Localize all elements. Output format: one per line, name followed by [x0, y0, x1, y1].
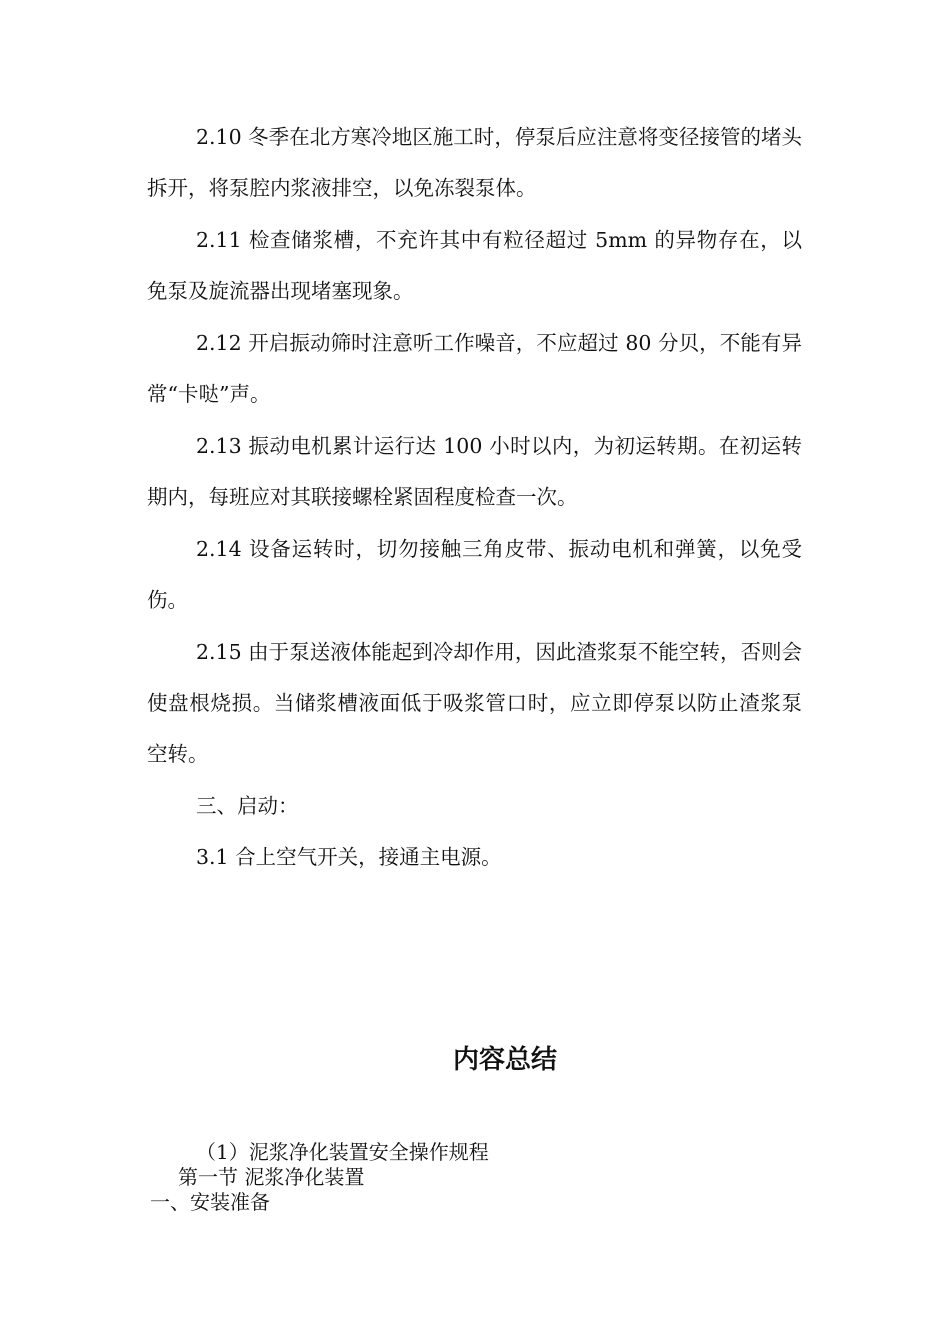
- section-heading-startup: 三、启动：: [196, 794, 299, 818]
- summary-line-section: 第一节 泥浆净化装置: [178, 1165, 365, 1189]
- summary-title: 内容总结: [452, 1045, 557, 1075]
- paragraph-2-12: 2.12 开启振动筛时注意听工作噪音，不应超过 80 分贝，不能有异常“卡哒”声。: [147, 331, 802, 406]
- paragraph-2-14: 2.14 设备运转时，切勿接触三角皮带、振动电机和弹簧，以免受伤。: [147, 537, 802, 612]
- paragraph-2-10: 2.10 冬季在北方寒冷地区施工时，停泵后应注意将变径接管的堵头拆开，将泵腔内浆液排空，以免冻裂泵体。: [147, 125, 802, 200]
- paragraph-2-13: 2.13 振动电机累计运行达 100 小时以内，为初运转期。在初运转期内，每班应对其联接螺栓紧固程度检查一次。: [147, 434, 802, 509]
- paragraph-3-1: 3.1 合上空气开关，接通主电源。: [196, 845, 502, 869]
- paragraph-2-11: 2.11 检查储浆槽，不充许其中有粒径超过 5mm 的异物存在，以免泵及旋流器出现堵塞现象。: [147, 228, 802, 303]
- paragraph-2-15: 2.15 由于泵送液体能起到冷却作用，因此渣浆泵不能空转，否则会使盘根烧损。当储浆槽液面低于吸浆管口时，应立即停泵以防止渣浆泵空转。: [147, 640, 802, 766]
- summary-line-rules: （1）泥浆净化装置安全操作规程: [196, 1140, 489, 1164]
- summary-line-install: 一、安装准备: [150, 1190, 270, 1214]
